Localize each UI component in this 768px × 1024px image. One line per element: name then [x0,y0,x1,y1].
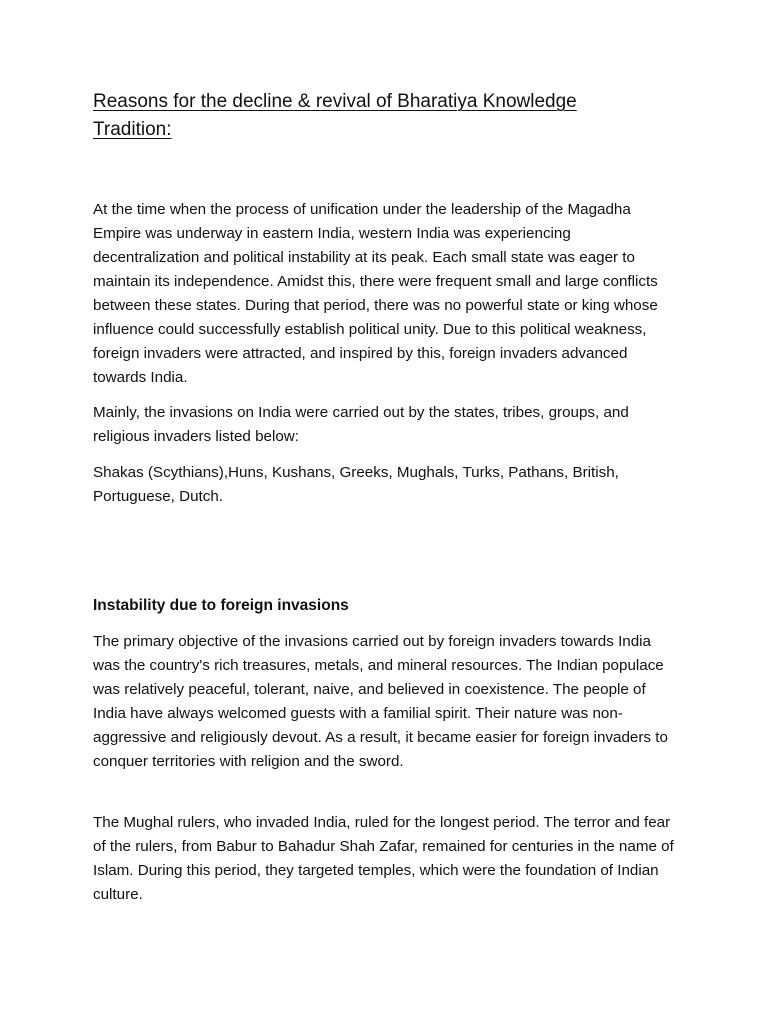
paragraph-unification: At the time when the process of unification under the leadership of the Magadha Empire was underway in eastern India, western India was experiencing decentralization and political instability at its peak. Each small state was eager to maintain its independence. Amidst this, there were frequent small and large conflicts between these states. During that period, there was no powerful state or king whose influence could successfully establish political unity. Due to this political weakness, foreign invaders were attracted, and inspired by this, foreign invaders advanced towards India. [93,201,658,386]
section-heading: Instability due to foreign invasions [93,597,349,614]
paragraph-mughal-rulers: The Mughal rulers, who invaded India, ruled for the longest period. The terror and fear of the rulers, from Babur to Bahadur Shah Zafar, remained for centuries in the name of Islam. During this period, they targeted temples, which were the foundation of Indian culture. [93,814,674,903]
paragraph-invaders-list: Shakas (Scythians),Huns, Kushans, Greeks, Mughals, Turks, Pathans, British, Portuguese, Dutch. [93,464,619,505]
document-title: Reasons for the decline & revival of Bharatiya Knowledge Tradition: [93,91,577,140]
paragraph-invasions-intro: Mainly, the invasions on India were carried out by the states, tribes, groups, and religious invaders listed below: [93,404,629,445]
paragraph-invasion-objective: The primary objective of the invasions carried out by foreign invaders towards India was the country's rich treasures, metals, and mineral resources. The Indian populace was relatively peaceful, tolerant, naive, and believed in coexistence. The people of India have always welcomed guests with a familial spirit. Their nature was non-aggressive and religiously devout. As a result, it became easier for foreign invaders to conquer territories with religion and the sword. [93,633,668,770]
